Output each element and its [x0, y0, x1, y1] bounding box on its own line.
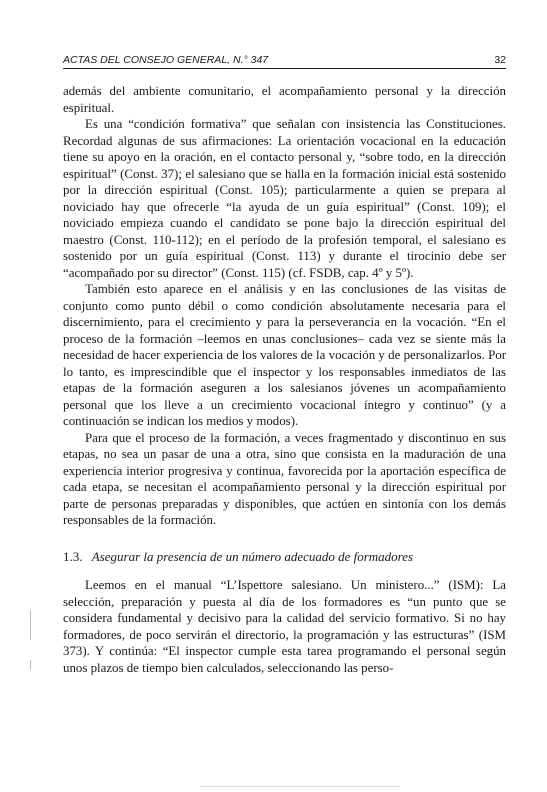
scan-edge-line — [200, 786, 400, 787]
running-header — [63, 54, 506, 69]
section-heading — [63, 549, 506, 566]
header-title: ACTAS DEL CONSEJO GENERAL, N.° 347 — [63, 54, 269, 66]
page-number: 32 — [494, 54, 506, 66]
margin-mark — [30, 610, 31, 640]
paragraph: También esto aparece en el análisis y en las conclusiones de las visitas de conjunto como punto débil o como condición absolutamente necesaria para el discernimiento, para el crecimiento y para la perseverancia en la vocación. “En el proceso de la formación –leemos en unas conclusiones– cada vez se siente más la necesidad de hacer experiencia de los valores de la vocación y de personalizarlos. Por lo tanto, es imprescindible que el inspector y los responsables inmediatos de las etapas de la formación aseguren a los salesianos jóvenes un acompañamiento personal que los lleve a un crecimiento vocacional íntegro y continuo” (y a continuación se indican los medios y modos). — [63, 282, 506, 428]
paragraph: Es una “condición formativa” que señalan con insistencia las Constituciones. Recordad algunas de sus afirmaciones: La orientación vocacional en la educación tiene su apoyo en la oración, en el contacto personal y, “sobre todo, en la dirección espiritual” (Const. 37); el salesiano que se halla en la formación inicial está sostenido por la dirección espiritual (Const. 105); particularmente a quien se prepara al noviciado hay que ofrecerle “la ayuda de un guía espiritual” (Const. 109); el noviciado empieza cuando el candidato se pone bajo la dirección espiritual del maestro (Const. 110-112); en el período de la profesión temporal, el salesiano es sostenido por un guía espiritual (Const. 113) y durante el tirocinio debe ser “acompañado por su director” (Const. 115) (cf. FSDB, cap. 4º y 5º). — [63, 117, 506, 280]
page-body — [63, 83, 506, 676]
paragraph: Para que el proceso de la formación, a veces fragmentado y discontinuo en sus etapas, no sea un pasar de una a otra, sino que consista en la maduración de una experiencia interior progresiva y continua, favorecida por la aportación específica de cada etapa, se necesitan el acompañamiento personal y la dirección espiritual por parte de personas preparadas y disponibles, que actúen en sintonía con los demás responsables de la formación. — [63, 430, 506, 527]
paragraph: además del ambiente comunitario, el acompañamiento personal y la dirección espiritual. — [63, 84, 506, 115]
paragraph: Leemos en el manual “L’Ispettore salesiano. Un ministero...” (ISM): La selección, preparación y puesta al día de los formadores es “un punto que se considera fundamental y decisivo para la calidad del servicio formativo. Si no hay formadores, de poco servirán el directorio, la programación y las estructuras” (ISM 373). Y continúa: “El inspector cumple esta tarea programando el personal según unos plazos de tiempo bien calculados, seleccionando las perso- — [63, 578, 506, 675]
section-title: Asegurar la presencia de un número adecuado de formadores — [91, 548, 414, 564]
margin-mark — [30, 660, 31, 670]
section-number: 1.3. — [63, 548, 83, 564]
